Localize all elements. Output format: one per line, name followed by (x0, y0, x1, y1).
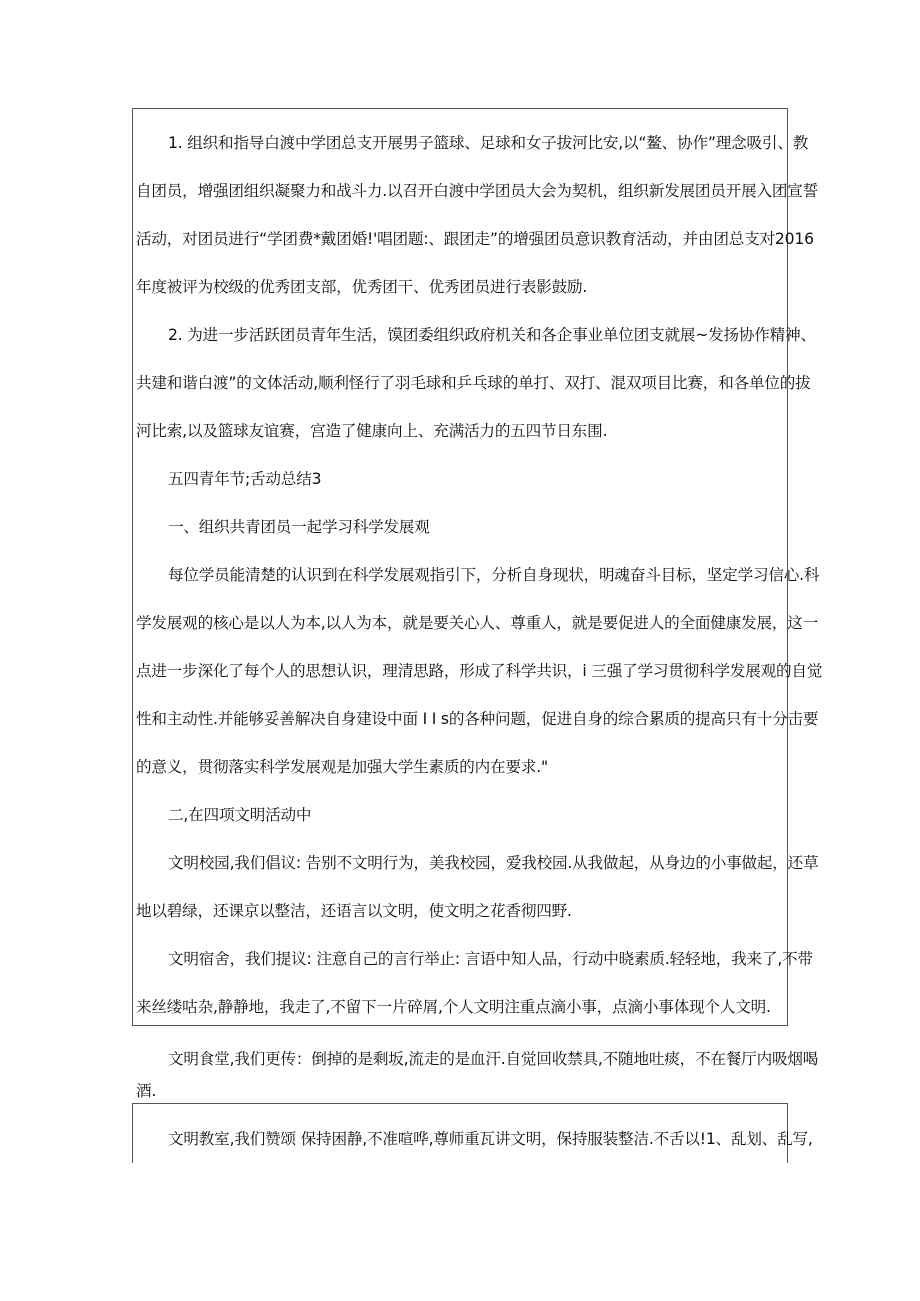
paragraph-5-line-2: 来丝缕咕杂,静静地，我走了,不留下一片碎屑,个人文明注重点滴小事，点滴小事体现个人文明. (136, 998, 771, 1016)
paragraph-3-line-3: 点进一步深化了每个人的思想认识，理清思路，形成了科学共识，i 三强了学习贯彻科学发展观的自觉 (136, 662, 823, 680)
paragraph-2-line-1: 2. 为进一步活跃团员青年生活，馍团委组织政府机关和各企事业单位团支就展~发扬协作精神、 (168, 326, 816, 344)
paragraph-3-line-2: 学发展观的核心是以人为本,以人为本，就是要关心人、尊重人，就是要促进人的全面健康发展，这一 (136, 614, 819, 632)
paragraph-5-line-1: 文明宿舍，我们提议: 注意自己的言行举止: 言语中知人品，行动中晓素质.轻轻地，我来了,不带 (168, 950, 813, 968)
paragraph-3-line-1: 每位学员能清楚的认识到在科学发展观指引下，分析自身现状，明魂奋斗目标，坚定学习信心.科 (168, 566, 820, 584)
paragraph-1-line-3: 活动，对团员进行“学团费*戴团婚!'唱团题:、跟团走”的增强团员意识教育活动，并由团总支对2016 (136, 230, 814, 248)
paragraph-3-line-4: 性和主动性.并能够妥善解决自身建设中面 I I s的各种问题，促进自身的综合累质的提高只有十分击要 (136, 710, 819, 728)
paragraph-3-line-5: 的意义，贯彻落实科学发展观是加强大学生素质的内在要求." (136, 758, 548, 776)
paragraph-7-line-1: 文明教室,我们赞颂 保持困静,不准喧哗,尊师重瓦讲文明，保持服装整洁.不舌以!1、乱划、乱写, (168, 1130, 813, 1148)
section-heading-1: 一、组织共青团员一起学习科学发展观 (168, 518, 430, 536)
paragraph-1-line-1: 1. 组织和指导白渡中学团总支开展男子篮球、足球和女子拔河比安,以“鳌、协作”理念吸引、教 (168, 134, 809, 152)
paragraph-6-line-2: 酒. (136, 1082, 157, 1100)
section-heading-summary-3: 五四青年节;舌动总结3 (168, 470, 322, 488)
paragraph-1-line-4: 年度被评为校级的优秀团支部，优秀团干、优秀团员进行表影鼓励. (136, 278, 588, 296)
paragraph-6-line-1: 文明食堂,我们更传：倒掉的是剩坂,流走的是血汗.自觉回收禁具,不随地吐痰，不在餐厅内吸烟喝 (168, 1050, 819, 1068)
paragraph-4-line-2: 地以碧绿，还课京以整洁，还语言以文明，使文明之花香彻四野. (136, 902, 572, 920)
paragraph-1-line-2: 自团员，增强团组织凝聚力和战斗力.以召开白渡中学团员大会为契机，组织新发展团员开展入团宣誓 (136, 182, 819, 200)
section-heading-2: 二,在四项文明活动中 (168, 806, 312, 824)
paragraph-4-line-1: 文明校园,我们倡议: 告别不文明行为，美我校园，爱我校园.从我做起，从身边的小事做起，还草 (168, 854, 819, 872)
paragraph-2-line-3: 河比索,以及篮球友谊赛，宫造了健康向上、充满活力的五四节日东围. (136, 422, 608, 440)
paragraph-2-line-2: 共建和谐白渡”的文体活动,顺利怪行了羽毛球和乒乓球的单打、双打、混双项目比赛，和各单位的拔 (136, 374, 811, 392)
